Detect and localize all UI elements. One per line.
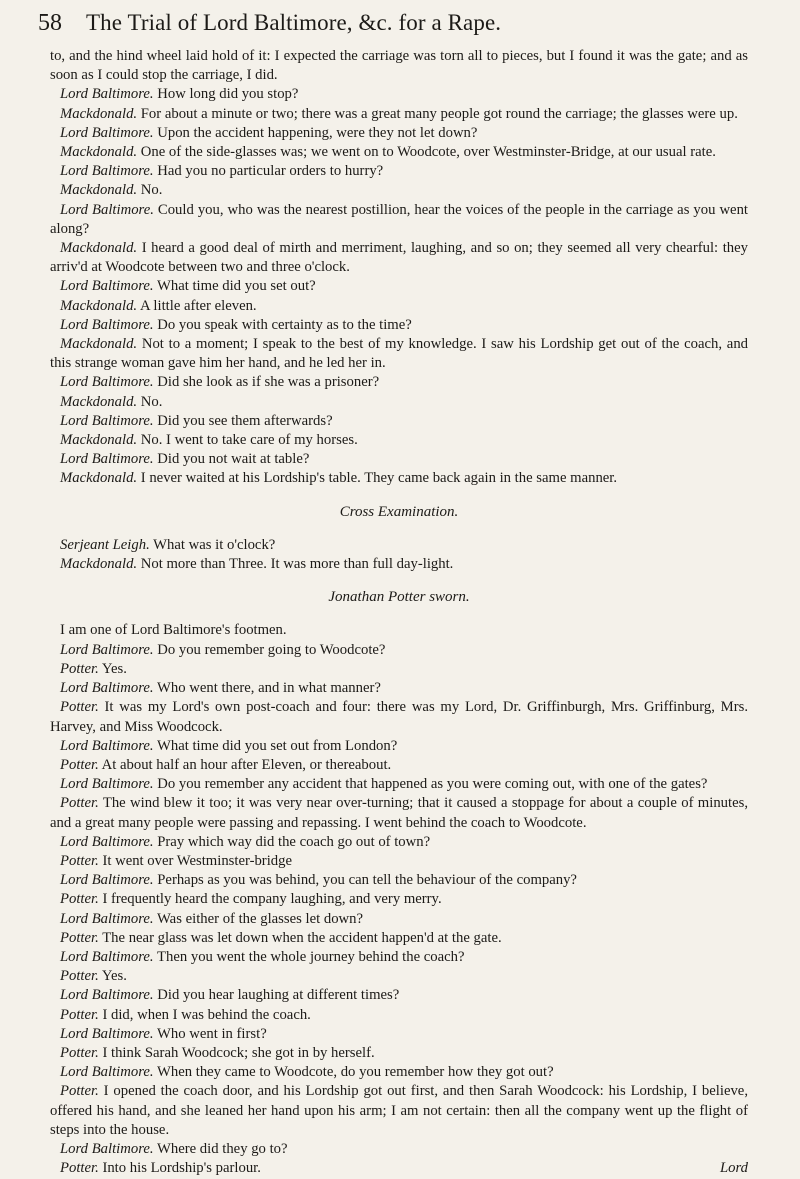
running-title: The Trial of Lord Baltimore, &c. for a Rape. [86, 10, 502, 35]
speech-text: I opened the coach door, and his Lordship got out first, and then Sarah Woodcock: his Lordship, I believe, offered his hand, and she leaned her hand upon his arm; I am not certain: then all the company went up the flight of steps into the house. [50, 1083, 748, 1138]
speaker-name: Lord Baltimore. [60, 1064, 154, 1081]
testimony-paragraph [50, 555, 748, 574]
speaker-name: Lord Baltimore. [60, 374, 154, 391]
section-heading-potter-sworn: Jonathan Potter sworn. [328, 589, 470, 606]
page-body [50, 47, 748, 1179]
testimony-paragraph [50, 948, 748, 967]
testimony-paragraph [50, 1082, 748, 1140]
speaker-name: Lord Baltimore. [60, 680, 154, 697]
speaker-name: Lord Baltimore. [60, 776, 154, 793]
speech-text: Then you went the whole journey behind the coach? [157, 948, 465, 965]
speaker-name: Lord Baltimore. [60, 412, 154, 429]
speech-text: Could you, who was the nearest postillion, hear the voices of the people in the carriage as you went along? [50, 201, 748, 237]
testimony-paragraph [50, 162, 748, 181]
speaker-name: Mackdonald. [60, 556, 138, 573]
speech-text: The wind blew it too; it was very near over-turning; that it caused a stoppage for about a couple of minutes, and a great many people were passing and repassing. I went behind the coach to Woodcote. [50, 795, 748, 831]
testimony-paragraph [50, 335, 748, 373]
speech-text: Where did they go to? [157, 1140, 288, 1157]
speaker-name: Potter. [60, 891, 99, 908]
speaker-name: Lord Baltimore. [60, 641, 154, 658]
speaker-name: Mackdonald. [60, 297, 138, 314]
testimony-paragraph [50, 1063, 748, 1082]
speech-text: to, and the hind wheel laid hold of it: I expected the carriage was torn all to pieces, but I found it was the gate; and as soon as I could stop the carriage, I did. [50, 48, 748, 84]
section-heading-cross-examination: Cross Examination. [339, 503, 459, 520]
testimony-paragraph [50, 536, 748, 555]
speech-text: I did, when I was behind the coach. [102, 1006, 311, 1023]
speech-text: Do you speak with certainty as to the time? [157, 316, 412, 333]
speech-text: What time did you set out from London? [157, 737, 398, 754]
speaker-name: Serjeant Leigh. [60, 536, 150, 553]
speaker-name: Potter. [60, 699, 99, 716]
catchword: Lord [719, 1160, 748, 1177]
speaker-name: Potter. [60, 795, 99, 812]
testimony-paragraph [50, 124, 748, 143]
page-number: 58 [38, 10, 62, 36]
testimony-paragraph [50, 297, 748, 316]
testimony-paragraph [50, 833, 748, 852]
speaker-name: Mackdonald. [60, 432, 138, 449]
testimony-paragraph [50, 641, 748, 660]
testimony-paragraph [50, 698, 748, 736]
testimony-paragraph [50, 1140, 748, 1159]
speaker-name: Potter. [60, 1006, 99, 1023]
speech-text: No. [140, 182, 163, 199]
speech-text: Not to a moment; I speak to the best of my knowledge. I saw his Lordship get out of the coach, and this strange woman gave him her hand, and he led her in. [50, 336, 749, 372]
testimony-paragraph [50, 316, 748, 335]
speech-text: Did you hear laughing at different times? [157, 987, 400, 1004]
speaker-name: Lord Baltimore. [60, 124, 154, 141]
speaker-name: Mackdonald. [60, 470, 138, 487]
testimony-paragraph [50, 660, 748, 679]
testimony-paragraph [50, 412, 748, 431]
speech-text: Pray which way did the coach go out of town? [157, 833, 431, 850]
speech-text: What was it o'clock? [153, 536, 276, 553]
testimony-paragraph [50, 239, 748, 277]
speaker-name: Lord Baltimore. [60, 1140, 154, 1157]
speaker-name: Potter. [60, 852, 99, 869]
speaker-name: Lord Baltimore. [60, 987, 154, 1004]
speaker-name: Potter. [60, 929, 99, 946]
speaker-name: Potter. [60, 968, 99, 985]
speech-text: For about a minute or two; there was a great many people got round the carriage; the glasses were up. [140, 105, 738, 122]
speaker-name: Lord Baltimore. [60, 1025, 154, 1042]
speech-text: One of the side-glasses was; we went on to Woodcote, over Westminster-Bridge, at our usual rate. [140, 144, 716, 161]
testimony-paragraph [50, 47, 748, 85]
speaker-name: Potter. [60, 1160, 99, 1177]
testimony-paragraph [50, 373, 748, 392]
speaker-name: Lord Baltimore. [60, 833, 154, 850]
speech-text: At about half an hour after Eleven, or thereabout. [101, 756, 392, 773]
speech-text: It was my Lord's own post-coach and four: there was my Lord, Dr. Griffinburgh, Mrs. Griffinburg, Mrs. Harvey, and Miss Woodcock. [50, 699, 749, 735]
speech-text: The near glass was let down when the accident happen'd at the gate. [102, 929, 502, 946]
speaker-name: Mackdonald. [60, 105, 138, 122]
testimony-paragraph [50, 756, 748, 775]
testimony-paragraph [50, 967, 748, 986]
speaker-name: Lord Baltimore. [60, 948, 154, 965]
speech-text: Who went in first? [157, 1025, 267, 1042]
testimony-paragraph [50, 871, 748, 890]
speaker-name: Potter. [60, 660, 99, 677]
testimony-paragraph [50, 737, 748, 756]
speaker-name: Mackdonald. [60, 182, 138, 199]
speech-text: Was either of the glasses let down? [157, 910, 364, 927]
speech-text: Yes. [101, 968, 127, 985]
speech-text: Do you remember any accident that happened as you were coming out, with one of the gates? [157, 776, 708, 793]
testimony-paragraph [50, 431, 748, 450]
speech-text: Not more than Three. It was more than full day-light. [140, 556, 454, 573]
speaker-name: Lord Baltimore. [60, 451, 154, 468]
speech-text: Yes. [101, 660, 127, 677]
testimony-paragraph [50, 181, 748, 200]
speech-text: Perhaps as you was behind, you can tell the behaviour of the company? [157, 872, 577, 889]
speech-text: Had you no particular orders to hurry? [157, 163, 384, 180]
testimony-paragraph [50, 85, 748, 104]
testimony-paragraph [50, 890, 748, 909]
speech-text: Who went there, and in what manner? [157, 680, 381, 697]
speech-text: It went over Westminster-bridge [102, 852, 292, 869]
speech-text: Upon the accident happening, were they not let down? [157, 124, 478, 141]
testimony-block-potter [50, 621, 748, 1178]
speech-text: What time did you set out? [157, 278, 316, 295]
testimony-paragraph [50, 277, 748, 296]
speech-text: How long did you stop? [157, 86, 299, 103]
testimony-paragraph [50, 393, 748, 412]
speaker-name: Lord Baltimore. [60, 163, 154, 180]
speech-text: Did you see them afterwards? [157, 412, 333, 429]
speech-text: I heard a good deal of mirth and merriment, laughing, and so on; they seemed all very chearful: they arriv'd at Woodcote between two and three o'clock. [50, 240, 748, 276]
speaker-name: Lord Baltimore. [60, 737, 154, 754]
testimony-paragraph [50, 986, 748, 1005]
speaker-name: Mackdonald. [60, 393, 138, 410]
testimony-paragraph [50, 1044, 748, 1063]
testimony-paragraph [50, 679, 748, 698]
testimony-paragraph [50, 469, 748, 488]
testimony-paragraph [50, 910, 748, 929]
speaker-name: Mackdonald. [60, 336, 138, 353]
speech-text: Do you remember going to Woodcote? [157, 641, 386, 658]
testimony-paragraph [50, 1006, 748, 1025]
testimony-block-cross [50, 536, 748, 574]
speech-text: Into his Lordship's parlour. [102, 1160, 261, 1177]
speech-text: Did she look as if she was a prisoner? [157, 374, 380, 391]
testimony-paragraph [50, 450, 748, 469]
speech-text: I think Sarah Woodcock; she got in by herself. [102, 1044, 375, 1061]
testimony-paragraph [50, 775, 748, 794]
speaker-name: Potter. [60, 1044, 99, 1061]
speaker-name: Lord Baltimore. [60, 86, 154, 103]
speaker-name: Potter. [60, 1083, 99, 1100]
speaker-name: Mackdonald. [60, 240, 138, 257]
testimony-paragraph [50, 794, 748, 832]
speech-text: Did you not wait at table? [157, 451, 310, 468]
speaker-name: Lord Baltimore. [60, 316, 154, 333]
testimony-paragraph [50, 143, 748, 162]
testimony-paragraph [50, 621, 748, 640]
speech-text: I never waited at his Lordship's table. They came back again in the same manner. [140, 470, 618, 487]
running-header [0, 8, 800, 38]
speaker-name: Potter. [60, 756, 99, 773]
testimony-block-mackdonald [50, 47, 748, 489]
speaker-name: Lord Baltimore. [60, 872, 154, 889]
speech-text: When they came to Woodcote, do you remember how they got out? [157, 1064, 554, 1081]
speaker-name: Mackdonald. [60, 144, 138, 161]
speech-text: No. I went to take care of my horses. [140, 432, 358, 449]
speech-text: A little after eleven. [139, 297, 257, 314]
speaker-name: Lord Baltimore. [60, 201, 154, 218]
speaker-name: Lord Baltimore. [60, 910, 154, 927]
testimony-paragraph [50, 1025, 748, 1044]
testimony-paragraph [50, 201, 748, 239]
speaker-name: Lord Baltimore. [60, 278, 154, 295]
testimony-paragraph [50, 105, 748, 124]
speech-text: No. [140, 393, 163, 410]
testimony-paragraph [50, 852, 748, 871]
speech-text: I am one of Lord Baltimore's footmen. [60, 622, 287, 639]
speech-text: I frequently heard the company laughing, and very merry. [102, 891, 442, 908]
testimony-paragraph [50, 929, 748, 948]
